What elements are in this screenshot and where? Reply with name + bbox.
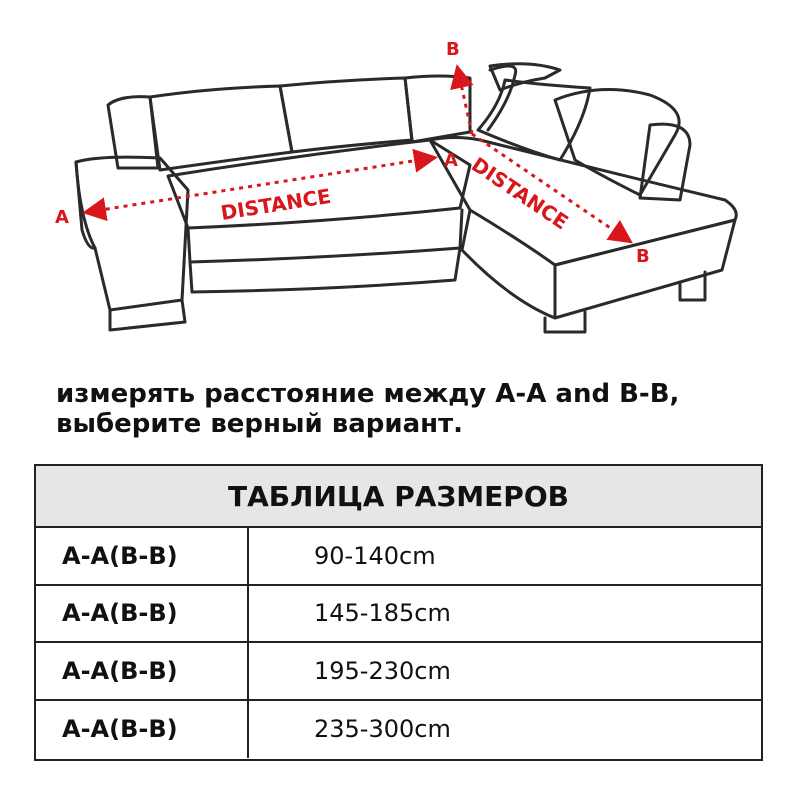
- corner-sofa-diagram: [0, 0, 800, 350]
- label-b-bottom: B: [636, 246, 650, 267]
- row-label: A-A(B-B): [36, 643, 249, 699]
- size-table: [34, 464, 763, 761]
- distance-label-b-b: DISTANCE: [467, 152, 573, 235]
- label-a-right: A: [444, 150, 458, 171]
- size-table-title: ТАБЛИЦА РАЗМЕРОВ: [36, 466, 761, 528]
- label-b-top: B: [446, 39, 460, 60]
- row-value: 145-185cm: [314, 599, 451, 628]
- row-value: 235-300cm: [314, 715, 451, 744]
- row-value: 90-140cm: [314, 541, 436, 570]
- caption-line-1: измерять расстояние между A-A and B-B,: [56, 379, 680, 409]
- row-value: 195-230cm: [314, 656, 451, 685]
- table-row: [36, 586, 761, 644]
- label-a-left: A: [55, 207, 69, 228]
- row-label: A-A(B-B): [36, 586, 249, 642]
- distance-label-a-a: DISTANCE: [219, 183, 333, 225]
- table-row: [36, 643, 761, 701]
- sofa-outline: [76, 64, 736, 332]
- table-row: [36, 528, 761, 586]
- row-label: A-A(B-B): [36, 701, 249, 759]
- caption-line-2: выберите верный вариант.: [56, 409, 464, 439]
- row-label: A-A(B-B): [36, 528, 249, 584]
- table-row: [36, 701, 761, 759]
